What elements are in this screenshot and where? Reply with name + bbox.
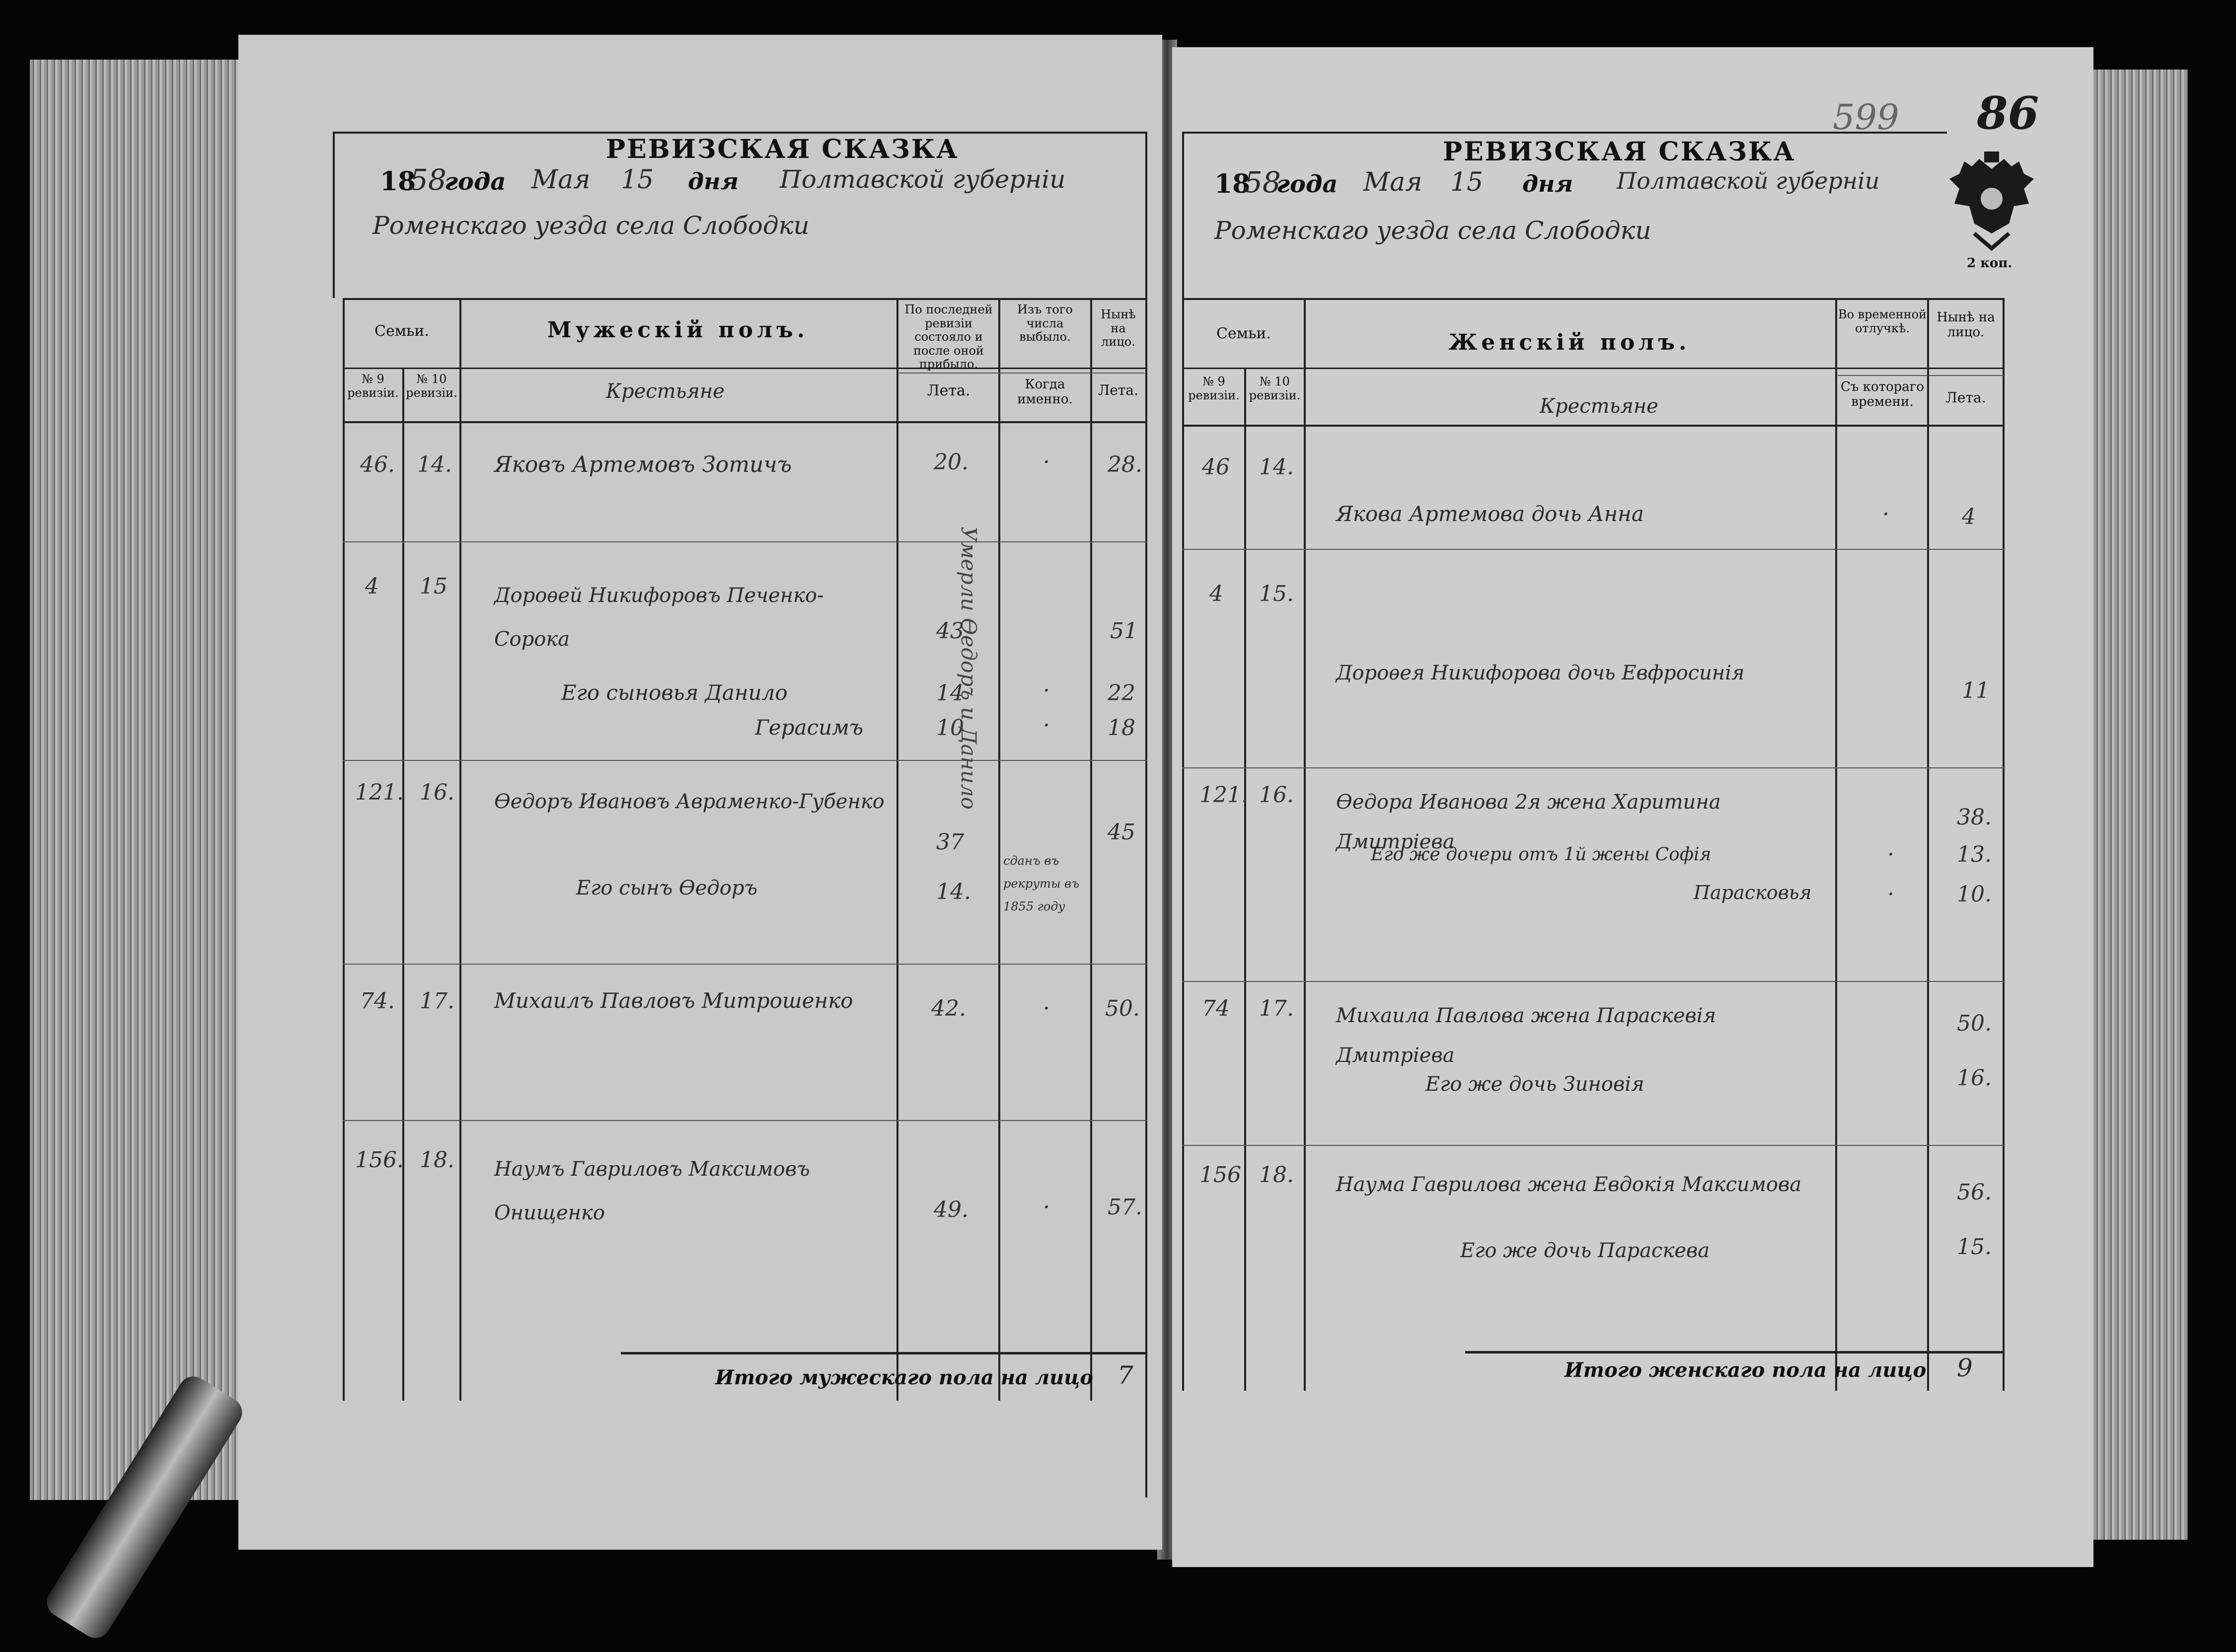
table-row-n10: 15	[420, 574, 447, 599]
left-year-hw: 58	[410, 163, 447, 197]
table-row-n10: 14.	[1259, 454, 1294, 480]
table-row-now: 57.	[1108, 1195, 1142, 1220]
right-page	[1172, 47, 2093, 1567]
table-row-name: Дороѳея Никифорова дочь Евфросинія	[1336, 662, 1745, 684]
left-hdr-rev9: № 9 ревизіи.	[347, 372, 399, 400]
table-row-away: ·	[1887, 882, 1894, 907]
right-total-value: 9	[1957, 1353, 1973, 1382]
table-row-name: Якова Артемова дочь Анна	[1336, 502, 1644, 526]
table-row-n10: 17.	[420, 988, 454, 1014]
table-row-now: 22	[1108, 680, 1135, 706]
table-row-n9: 121.	[1199, 782, 1248, 808]
left-hdr-kogda: Когда именно.	[1017, 377, 1073, 407]
right-uezd-hw: Роменскаго уезда села Слободки	[1214, 216, 1651, 245]
table-row-age: 43	[936, 618, 964, 644]
table-row-now: 15.	[1957, 1234, 1992, 1260]
table-row-n10: 18.	[420, 1147, 454, 1173]
table-row-away: ·	[1887, 842, 1894, 867]
left-hdr-by-last: По последней ревизіи состояло и после оной прибыло.	[904, 302, 993, 372]
right-hdr-nyne: Нынѣ на лицо.	[1937, 310, 1995, 340]
right-year-hw: 58	[1244, 165, 1281, 199]
right-year-prefix: 18	[1214, 169, 1251, 199]
page-number-hw: 599	[1833, 97, 1899, 138]
table-row-n9: 4	[365, 574, 379, 599]
table-row-out: ·	[1043, 713, 1050, 738]
left-col-div-1	[402, 368, 404, 1401]
left-gubernia-hw: Полтавской губерніи	[780, 165, 1066, 194]
right-category-hw: Крестьяне	[1540, 395, 1658, 418]
table-row-age: 20.	[934, 450, 969, 475]
table-row-now: 13.	[1957, 842, 1992, 867]
table-row-n9: 74	[1202, 996, 1230, 1021]
table-row-now: 45	[1108, 820, 1135, 845]
table-row-n9: 74.	[360, 988, 395, 1014]
table-row-now: 10.	[1957, 882, 1992, 907]
left-category-hw: Крестьяне	[606, 380, 725, 403]
stamp-caption: 2 коп.	[1967, 256, 2012, 271]
table-row-age: 49.	[934, 1197, 969, 1222]
left-title: РЕВИЗСКАЯ СКАЗКА	[606, 134, 959, 164]
table-row-age: 14	[936, 680, 964, 706]
table-row-out-note: сданъ въ рекруты въ 1855 году	[1003, 854, 1080, 913]
right-dnya: дня	[1522, 170, 1573, 197]
left-goda: года	[445, 168, 506, 196]
folio-number-hw: 86	[1977, 87, 2039, 140]
table-row-name: Его сыновья Данило	[561, 680, 788, 705]
table-row-n9: 156	[1199, 1162, 1241, 1188]
left-hdr-rev10: № 10 ревизіи.	[406, 372, 457, 400]
right-day-hw: 15	[1450, 167, 1484, 197]
right-hdr-rev9: № 9 ревизіи.	[1188, 375, 1240, 402]
table-row-n10: 17.	[1259, 996, 1294, 1021]
table-row-name: Его сынъ Ѳедоръ	[576, 877, 758, 900]
table-row-out: ·	[1043, 450, 1050, 475]
table-row-n9: 156.	[355, 1147, 404, 1173]
table-row-now: 4	[1962, 504, 1976, 529]
right-month-hw: Мая	[1363, 167, 1422, 197]
right-page-edges	[2093, 70, 2188, 1540]
right-hdr-rev10: № 10 ревизіи.	[1249, 375, 1301, 402]
right-hdr-leta: Лета.	[1945, 389, 1986, 406]
table-row-name: Его же дочери отъ 1й жены Софія	[1371, 844, 1712, 865]
table-row-now: 18	[1108, 715, 1135, 741]
table-row-name: Его же дочь Зиновія	[1425, 1073, 1644, 1096]
table-row-age: 14.	[936, 879, 971, 904]
table-row-out: ·	[1043, 1195, 1050, 1220]
table-row-age: 37	[936, 829, 964, 855]
left-month-hw: Мая	[531, 165, 591, 195]
table-row-name: Ѳедора Иванова 2я жена Харитина Дмитріева	[1336, 791, 1721, 853]
right-hdr-s-kotorago: Съ котораго времени.	[1840, 379, 1925, 409]
double-headed-eagle-stamp-icon	[1944, 149, 2039, 263]
table-row-name: Яковъ Артемовъ Зотичъ	[494, 452, 792, 477]
right-hdr-vremen: Во временной отлучкѣ.	[1838, 307, 1927, 335]
left-year-prefix: 18	[380, 166, 416, 197]
table-row-name: Наумъ Гавриловъ Максимовъ Онищенко	[494, 1158, 810, 1224]
table-row-age: 10	[936, 715, 964, 741]
left-dnya: дня	[688, 168, 739, 195]
left-vertical-note: Умерли Ѳедоръ и Данило	[957, 526, 981, 810]
table-row-now: 50.	[1105, 996, 1140, 1021]
left-hdr-sex: Мужескій полъ.	[547, 317, 809, 343]
right-goda: года	[1276, 170, 1338, 198]
table-row-n10: 18.	[1259, 1162, 1294, 1188]
table-row-away: ·	[1882, 502, 1889, 527]
table-row-now: 38.	[1957, 805, 1992, 830]
left-total-label: Итого мужескаго пола на лицо	[715, 1366, 1094, 1389]
table-row-now: 51	[1110, 618, 1138, 644]
left-hdr-nyne: Нынѣ на лицо.	[1101, 307, 1136, 349]
table-row-n10: 16.	[420, 780, 454, 805]
left-hdr-iz-togo: Изъ того числа выбыло.	[1017, 302, 1073, 344]
table-row-now: 28.	[1108, 452, 1142, 477]
right-title: РЕВИЗСКАЯ СКАЗКА	[1443, 137, 1796, 167]
table-row-name: Его же дочь Параскева	[1460, 1239, 1710, 1262]
table-row-out: ·	[1043, 678, 1050, 703]
left-page-edges	[30, 60, 238, 1500]
table-row-out: ·	[1043, 996, 1050, 1021]
left-page	[238, 35, 1162, 1550]
table-row-n10: 14.	[417, 452, 452, 477]
table-row-n10: 16.	[1259, 782, 1294, 808]
table-row-now: 11	[1962, 678, 1990, 703]
left-hdr-semyi: Семьи.	[374, 322, 429, 340]
left-uezd-hw: Роменскаго уезда села Слободки	[373, 211, 810, 240]
right-total-label: Итого женскаго пола на лицо	[1565, 1358, 1927, 1382]
left-hdr-leta: Лета.	[927, 382, 970, 399]
table-row-n9: 4	[1209, 581, 1223, 606]
left-total-value: 7	[1118, 1361, 1133, 1390]
table-row-name: Михаилъ Павловъ Митрошенко	[494, 988, 853, 1013]
right-hdr-sex: Женскій полъ.	[1448, 330, 1691, 355]
table-row-name: Парасковья	[1694, 882, 1812, 903]
table-row-now: 50.	[1957, 1011, 1992, 1036]
table-row-name: Михаила Павлова жена Параскевія Дмитріева	[1336, 1004, 1716, 1067]
left-hdr-leta2: Лета.	[1098, 382, 1139, 398]
table-row-name: Наума Гаврилова жена Евдокія Максимова	[1336, 1173, 1802, 1196]
left-day-hw: 15	[621, 165, 654, 195]
table-row-n9: 121.	[355, 780, 404, 805]
table-row-n9: 46.	[360, 452, 395, 477]
table-row-name: Герасимъ	[755, 715, 863, 740]
table-row-n9: 46	[1202, 454, 1230, 480]
table-row-name: Дороѳей Никифоровъ Печенко-Сорока	[494, 584, 824, 651]
table-row-now: 56.	[1957, 1180, 1992, 1205]
table-row-n10: 15.	[1259, 581, 1294, 606]
table-row-age: 42.	[931, 996, 966, 1021]
table-row-now: 16.	[1957, 1065, 1992, 1091]
right-hdr-semyi: Семьи.	[1216, 325, 1271, 342]
table-row-name: Ѳедоръ Ивановъ Авраменко-Губенко	[494, 790, 885, 813]
right-gubernia-hw: Полтавской губерніи	[1617, 167, 1880, 194]
